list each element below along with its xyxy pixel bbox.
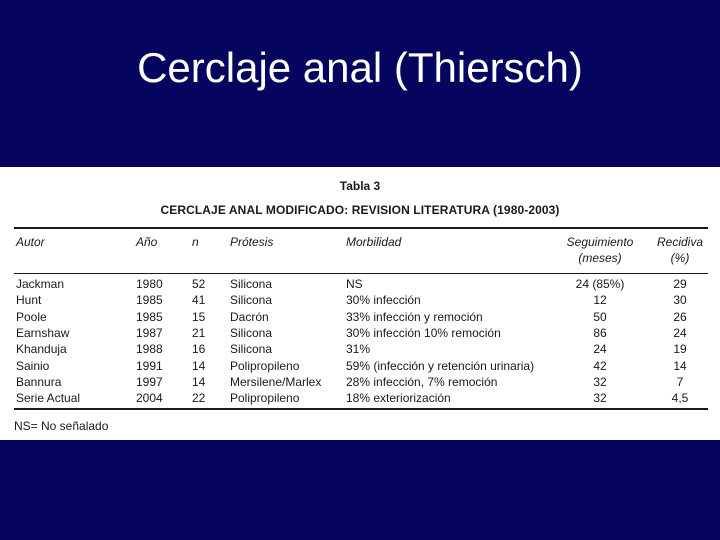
header-morbilidad: Morbilidad	[346, 235, 402, 249]
cell-n: 14	[192, 358, 206, 373]
table-caption: CERCLAJE ANAL MODIFICADO: REVISION LITERATURA (1980-2003)	[160, 203, 560, 217]
cell-morbilidad: 31%	[346, 342, 371, 357]
cell-morbilidad: NS	[346, 277, 363, 291]
cell-autor: Serie Actual	[16, 391, 81, 406]
cell-seguimiento: 24 (85%)	[575, 277, 625, 291]
cell-anio: 1988	[136, 342, 163, 357]
header-seguimiento: Seguimiento	[566, 235, 634, 249]
cell-autor: Jackman	[16, 277, 65, 291]
cell-protesis: Silicona	[230, 342, 273, 357]
cell-seguimiento: 42	[593, 358, 607, 373]
cell-recidiva: 29	[673, 277, 687, 291]
cell-anio: 1980	[136, 277, 163, 291]
cell-seguimiento: 50	[593, 309, 607, 324]
cell-recidiva: 7	[676, 374, 684, 389]
cell-n: 52	[192, 277, 206, 291]
cell-autor: Hunt	[16, 293, 42, 308]
cell-morbilidad: 30% infección	[346, 293, 421, 308]
cell-autor: Poole	[16, 309, 47, 324]
cell-protesis: Silicona	[230, 325, 273, 340]
cell-n: 14	[192, 374, 206, 389]
cell-anio: 1991	[136, 358, 163, 373]
cell-recidiva: 4,5	[671, 391, 689, 406]
cell-anio: 2004	[136, 391, 163, 406]
slide-title: Cerclaje anal (Thiersch)	[137, 44, 583, 91]
cell-recidiva: 14	[673, 358, 687, 373]
table-footnote: NS= No señalado	[14, 419, 109, 433]
cell-n: 16	[192, 342, 206, 357]
cell-recidiva: 24	[673, 325, 687, 340]
cell-recidiva: 30	[673, 293, 687, 308]
header-seguimiento-unit: (meses)	[578, 251, 622, 265]
cell-protesis: Polipropileno	[230, 358, 300, 373]
cell-anio: 1987	[136, 325, 163, 340]
cell-anio: 1985	[136, 309, 163, 324]
cell-seguimiento: 12	[593, 293, 607, 308]
cell-autor: Khanduja	[16, 342, 67, 357]
cell-morbilidad: 30% infección 10% remoción	[346, 325, 501, 340]
cell-protesis: Dacrón	[230, 309, 269, 324]
cell-anio: 1997	[136, 374, 163, 389]
cell-protesis: Mersilene/Marlex	[230, 374, 322, 389]
cell-seguimiento: 86	[593, 325, 607, 340]
cell-morbilidad: 59% (infección y retención urinaria)	[346, 358, 535, 373]
cell-n: 41	[192, 293, 206, 308]
cell-protesis: Silicona	[230, 293, 273, 308]
cell-n: 22	[192, 391, 206, 406]
cell-autor: Earnshaw	[16, 325, 70, 340]
table-header-rule	[14, 273, 708, 274]
table-top-rule	[14, 227, 708, 229]
cell-n: 21	[192, 325, 206, 340]
cell-seguimiento: 32	[593, 391, 607, 406]
cell-morbilidad: 33% infección y remoción	[346, 309, 483, 324]
cell-autor: Sainio	[16, 358, 50, 373]
table-bottom-rule	[14, 408, 708, 410]
cell-protesis: Silicona	[230, 277, 273, 291]
cell-morbilidad: 28% infección, 7% remoción	[346, 374, 498, 389]
cell-n: 15	[192, 309, 206, 324]
cell-recidiva: 19	[673, 342, 687, 357]
header-anio: Año	[136, 235, 158, 249]
header-n: n	[192, 235, 199, 249]
cell-anio: 1985	[136, 293, 163, 308]
header-recidiva-unit: (%)	[670, 251, 690, 265]
table-number: Tabla 3	[339, 179, 381, 193]
cell-seguimiento: 32	[593, 374, 607, 389]
literature-table	[0, 167, 720, 440]
cell-morbilidad: 18% exteriorización	[346, 391, 451, 406]
header-autor: Autor	[16, 235, 45, 249]
header-recidiva: Recidiva	[656, 235, 704, 249]
cell-recidiva: 26	[673, 309, 687, 324]
cell-autor: Bannura	[16, 374, 62, 389]
cell-protesis: Polipropileno	[230, 391, 300, 406]
header-protesis: Prótesis	[230, 235, 274, 249]
cell-seguimiento: 24	[593, 342, 607, 357]
